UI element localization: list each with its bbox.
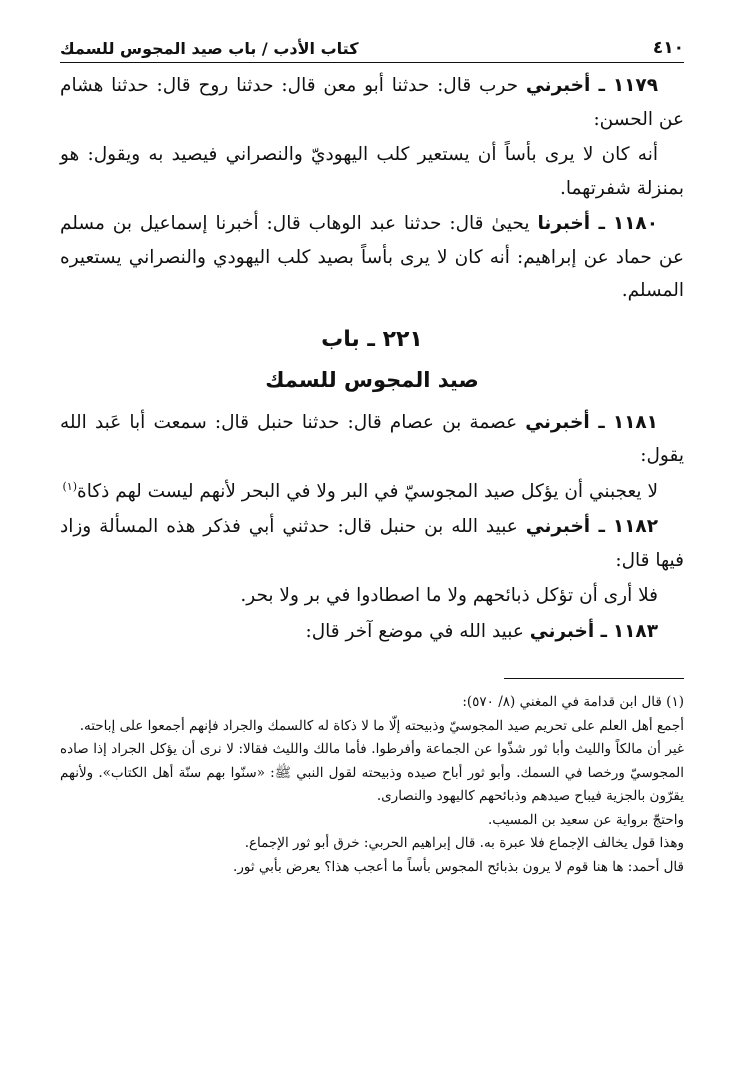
footnote-line: قال أحمد: ها هنا قوم لا يرون بذبائح المجوس بأساً ما أعجب هذا؟ يعرض بأبي ثور. — [233, 858, 684, 875]
page-number: ٤١٠ — [652, 38, 684, 58]
footnote-line: وهذا قول يخالف الإجماع فلا عبرة به. قال إبراهيم الحربي: خرق أبو ثور الإجماع. — [244, 835, 684, 851]
footnote-separator — [504, 678, 684, 679]
hadith-number: ١١٨١ — [612, 411, 658, 433]
hadith-keyword: أخبرنا — [537, 213, 591, 234]
footnote-line: (١) قال ابن قدامة في المغني (٨/ ٥٧٠): — [462, 694, 684, 710]
hadith-number: ١١٧٩ — [612, 75, 658, 96]
hadith-1182-matn: فلا أرى أن تؤكل ذبائحهم ولا ما اصطادوا في بر ولا بحر. — [240, 585, 658, 606]
hadith-1179-matn: أنه كان لا يرى بأساً أن يستعير كلب اليهوديّ والنصراني فيصيد به ويقول: هو بمنزلة شفرتهما. — [60, 144, 684, 199]
hadith-keyword: أخبرني — [529, 620, 595, 642]
hadith-keyword: أخبرني — [525, 411, 590, 433]
footnote-line: واحتجّ برواية عن سعيد بن المسيب. — [487, 811, 684, 828]
book-page — [60, 30, 684, 879]
hadith-keyword: أخبرني — [525, 516, 591, 537]
footnote-number: (١) — [666, 694, 684, 710]
hadith-number: ١١٨٢ — [612, 516, 659, 537]
hadith-isnad: حرب قال: حدثنا أبو معن قال: حدثنا روح قال: حدثنا هشام عن الحسن: — [60, 75, 684, 130]
footnotes — [60, 691, 684, 879]
hadith-1181-isnad: ١١٨١ ـ أخبرني عصمة بن عصام قال: حدثنا حنبل قال: سمعت أبا عَبد الله يقول: — [60, 411, 684, 466]
hadith-number: ١١٨٠ — [612, 213, 658, 234]
chapter-number: ٢٢١ ـ باب — [321, 326, 423, 352]
running-header — [60, 30, 684, 63]
hadith-text: يحيىٰ قال: حدثنا عبد الوهاب قال: أخبرنا إسماعيل بن مسلم عن حماد عن إبراهيم: أنه كان لا يرى بأساً بصيد كلب اليهودي والنصراني يستعيره المسلم. — [60, 213, 684, 301]
footnote-marker[interactable]: (١) — [62, 479, 77, 493]
main-text — [60, 69, 684, 648]
hadith-matn: لا يعجبني أن يؤكل صيد المجوسيّ في البر ولا في البحر لأنهم ليست لهم ذكاة — [77, 480, 658, 502]
hadith-1182-isnad: ١١٨٢ ـ أخبرني عبيد الله بن حنبل قال: حدثني أبي فذكر هذه المسألة وزاد فيها قال: — [60, 516, 684, 571]
hadith-1183: ١١٨٣ ـ أخبرني عبيد الله في موضع آخر قال: — [305, 620, 658, 642]
hadith-1179-isnad: ١١٧٩ ـ أخبرني حرب قال: حدثنا أبو معن قال: حدثنا روح قال: حدثنا هشام عن الحسن: — [60, 75, 684, 130]
hadith-isnad: عصمة بن عصام قال: حدثنا حنبل قال: سمعت أبا عَبد الله يقول: — [60, 411, 684, 466]
hadith-isnad: عبيد الله بن حنبل قال: حدثني أبي فذكر هذه المسألة وزاد فيها قال: — [60, 516, 684, 571]
hadith-1180: ١١٨٠ ـ أخبرنا يحيىٰ قال: حدثنا عبد الوهاب قال: أخبرنا إسماعيل بن مسلم عن حماد عن إبراهيم: أنه كان لا يرى بأساً بصيد كلب اليهودي والنصراني يستعيره المسلم. — [60, 213, 684, 301]
footnote-line: أجمع أهل العلم على تحريم صيد المجوسيّ وذبيحته إلّا ما لا ذكاة له كالسمك والجراد فإنهم أجمعوا على إباحته. — [79, 717, 684, 734]
footnote-line: غير أن مالكاً والليث وأبا ثور شذّوا عن الجماعة وأفرطوا. فأما مالك والليث فقالا: لا نرى أن يؤكل الجراد إذا صاده المجوسيّ ورخصا في السمك. وأبو ثور أباح صيده وذبيحته لقول النبي ﷺ: «سنّوا بهم سنّة أهل الكتاب». ولأنهم يقرّون بالجزية فيباح صيدهم وذبائحهم كاليهود والنصارى. — [60, 741, 684, 804]
hadith-keyword: أخبرني — [525, 75, 591, 96]
hadith-1181-matn — [60, 475, 684, 509]
running-title: كتاب الأدب / باب صيد المجوس للسمك — [60, 39, 359, 58]
hadith-number: ١١٨٣ — [612, 620, 658, 642]
chapter-title: صيد المجوس للسمك — [265, 367, 479, 392]
hadith-text: عبيد الله في موضع آخر قال: — [305, 620, 524, 642]
